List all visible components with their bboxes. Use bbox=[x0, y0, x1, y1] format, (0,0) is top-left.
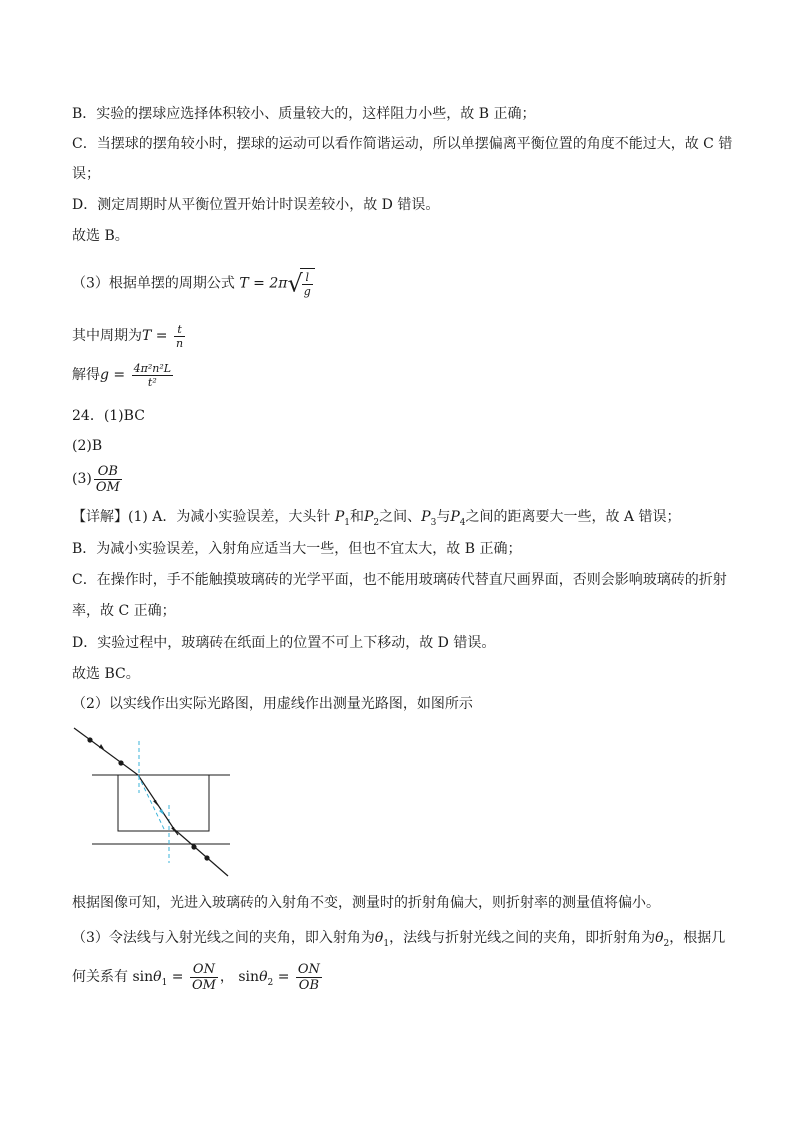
answer-line: 24．(1)BC bbox=[72, 408, 145, 424]
incident-ray bbox=[74, 728, 138, 775]
answer-line: (3) $\frac{OB}{OM}$ bbox=[72, 463, 120, 495]
sqrt-symbol: √ $\frac{l}{g}$ bbox=[287, 268, 314, 299]
text-line: B．为减小实验误差，入射角应适当大一些，但也不宜太大，故 B 正确； bbox=[72, 541, 522, 557]
arrow-icon bbox=[99, 744, 104, 749]
text-line: 率，故 C 正确； bbox=[72, 603, 176, 619]
text-line: D．测定周期时从平衡位置开始计时误差较小，故 D 错误。 bbox=[72, 197, 440, 213]
formula-line-t: 其中周期为T = $\frac{t}{n}$ bbox=[72, 322, 184, 350]
pin-p2 bbox=[118, 760, 123, 765]
text-line: C．在操作时，手不能触摸玻璃砖的光学平面，也不能用玻璃砖代替直尺画界面，否则会影响玻璃砖的折射 bbox=[72, 572, 727, 588]
text-line: （2）以实线作出实际光路图，用虚线作出测量光路图，如图所示 bbox=[72, 696, 473, 712]
text-line: 故选 BC。 bbox=[72, 666, 140, 682]
formula-line-period: （3）根据单摆的周期公式 T = 2π√ $\frac{l}{g}$ bbox=[72, 268, 315, 299]
pin-p1 bbox=[87, 737, 92, 742]
text-line: D．实验过程中，玻璃砖在纸面上的位置不可上下移动，故 D 错误。 bbox=[72, 635, 496, 651]
light-path-diagram bbox=[66, 723, 236, 883]
formula-line-sin: 何关系有 sinθ$_1$ = $\frac{ON}{OM}$ ， sinθ$_2$ = $\frac{ON}{OB}$ bbox=[72, 961, 320, 993]
pin-p3 bbox=[191, 844, 196, 849]
text-line: （3）令法线与入射光线之间的夹角，即入射角为$\theta_1$，法线与折射光线之间的夹角，即折射角为$\theta_2$，根据几 bbox=[72, 930, 726, 949]
text-line: 根据图像可知，光进入玻璃砖的入射角不变，测量时的折射角偏大，则折射率的测量值将偏小。 bbox=[72, 895, 660, 911]
measured-refracted-ray bbox=[138, 775, 165, 831]
text-line: 【详解】(1) A．为减小实验误差，大头针 $P_1$和$P_2$之间、$P_3$与$P_4$之间的距离要大一些，故 A 错误； bbox=[72, 509, 681, 528]
answer-line: (2)B bbox=[72, 438, 103, 454]
actual-refracted-ray bbox=[138, 775, 178, 835]
text-line: 故选 B。 bbox=[72, 228, 129, 244]
text-line: C．当摆球的摆角较小时，摆球的运动可以看作简谐运动，所以单摆偏离平衡位置的角度不能过大，故 C 错 bbox=[72, 136, 733, 152]
text-line: B．实验的摆球应选择体积较小、质量较大的，这样阻力小些，故 B 正确； bbox=[72, 106, 536, 122]
glass-block bbox=[118, 775, 209, 831]
text-line: 误； bbox=[72, 166, 100, 182]
emergent-ray bbox=[174, 829, 228, 876]
formula-line-g: 解得g = $\frac{\text{4π²n²L}}{\text{t²}}$ bbox=[72, 361, 172, 389]
pin-p4 bbox=[204, 855, 209, 860]
